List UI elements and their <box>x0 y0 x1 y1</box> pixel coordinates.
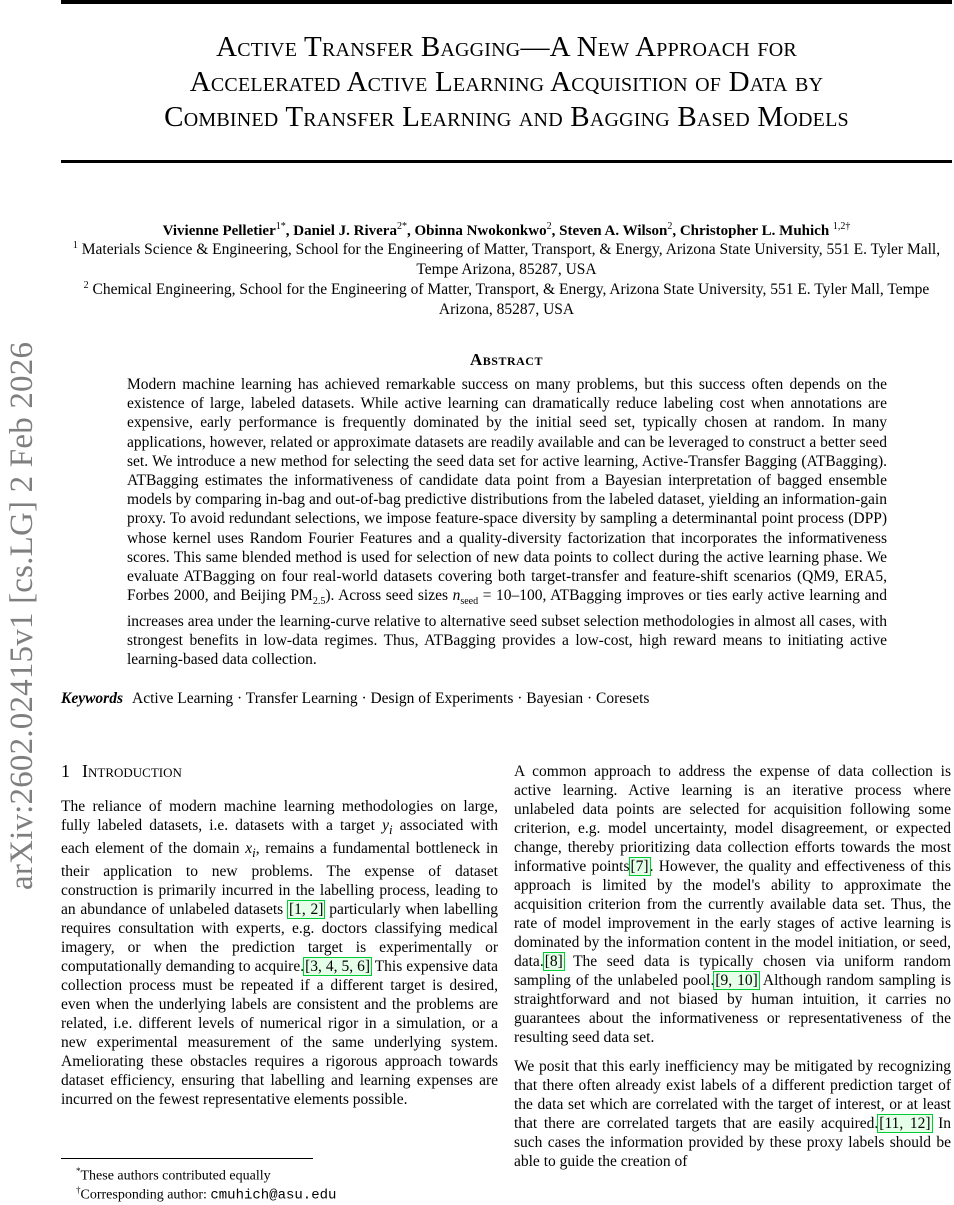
affiliation-1 <box>61 236 952 279</box>
left-column <box>61 797 498 1119</box>
footnote-mark: † <box>76 1185 81 1195</box>
paragraph-text: The seed data is typically chosen via uniform random sampling of the unlabeled pool. <box>514 953 951 989</box>
paragraph <box>514 1057 951 1171</box>
paragraph-text: This expensive data collection process must be repeated if a different target is desired, even when the underlying labels are consistent and the problems are related, i.e. different levels of numerical rigor in a simulation, or a new experimental measurement of the same underlying system. Ameliorating these obstacles requires a rigorous approach towards dataset efficiency, ensuring that labelling and learning expenses are incurred on the fewest representative elements possible. <box>61 958 499 1109</box>
author-list: Vivienne Pelletier$^{1*}$, Daniel J. Rivera$^{2*}$, Obinna Nwokonkwo$^2$, Steven A. Wilson$^2$, Christopher L. Muhich $^{1,2\dagger}$ <box>162 221 851 239</box>
affiliation-number: 2 <box>83 280 89 291</box>
citation-link[interactable]: [7] <box>630 858 649 875</box>
keywords-label: Keywords <box>61 690 123 707</box>
paragraph-text: particularly when labelling requires consultation with experts, e.g. doctors classifying medical imagery, or when the prediction target is experimentally or computationally demanding to acquire. <box>61 901 498 976</box>
paragraph-text: , remains a fundamental bottleneck in their application to new problems. The expense of dataset construction is primarily incurred in the labelling process, leading to an abundance of unlabeled datasets <box>61 840 498 919</box>
author-mark: 2* <box>396 221 407 232</box>
section-number: 1 <box>61 761 70 781</box>
affiliation-text: Chemical Engineering, School for the Engineering of Matter, Transport, & Energy, Arizona State University, 551 E. Tyler Mall, Tempe Arizona, 85287, USA <box>92 281 930 318</box>
keywords-list: Active Learning · Transfer Learning · Design of Experiments · Bayesian · Coresets <box>132 690 650 707</box>
title-line-1: Active Transfer Bagging—A New Approach for <box>216 31 797 63</box>
math-subscript: i <box>252 845 256 861</box>
citation-link[interactable]: [9, 10] <box>715 972 758 989</box>
author-email-link[interactable]: cmuhich@asu.edu <box>210 1187 337 1204</box>
affiliation-2 <box>61 276 952 319</box>
paragraph-text: associated with each element of the domain <box>61 817 498 858</box>
seed-subscript: seed <box>460 596 479 608</box>
title-line-3: Combined Transfer Learning and Bagging Based Models <box>164 101 849 133</box>
paragraph <box>514 762 951 1047</box>
right-column <box>514 762 951 1181</box>
paragraph-text: The reliance of modern machine learning methodologies on large, fully labeled datasets, i.e. datasets with a target <box>61 798 498 834</box>
math-y: y <box>382 817 389 834</box>
author-mark: 1* <box>275 221 286 232</box>
author-name: Daniel J. Rivera <box>293 223 397 239</box>
paragraph-text: In such cases the information provided by these proxy labels should be able to guide the creation of <box>514 1115 951 1170</box>
citation-link[interactable]: [8] <box>544 953 563 970</box>
paragraph-text: A common approach to address the expense of data collection is active learning. Active learning is an iterative process where unlabeled data points are selected for acquisition following some criterion, e.g. model uncertainty, model disagreement, or expected change, thereby prioritizing data collection efforts towards the most informative points <box>514 763 951 875</box>
paragraph-text: Although random sampling is straightforward and not biased by human intuition, it carries no guarantees about the informativeness or representativeness of the resulting seed data set. <box>514 972 951 1046</box>
math-x: x <box>245 840 253 858</box>
footnote-text: These authors contributed equally <box>80 1168 271 1184</box>
author-name: Christopher L. Muhich <box>679 223 830 239</box>
paragraph <box>61 797 498 1109</box>
abstract-text: Modern machine learning has achieved remarkable success on many problems, but this success often depends on the existence of large, labeled datasets. While active learning can dramatically reduce labeling cost when annotations are expensive, early performance is frequently dominated by the initial seed set, typically chosen at random. In many applications, however, related or approximate datasets are readily available and can be leveraged to construct a better seed set. We introduce a new method for selecting the seed data set for active learning, Active-Transfer Bagging (ATBagging). ATBagging estimates the informativeness of candidate data point from a Bayesian interpretation of bagged ensemble models by comparing in-bag and out-of-bag predictive distributions from the labeled dataset, yielding an information-gain proxy. To avoid redundant selections, we impose feature-space diversity by sampling a determinantal point process (DPP) whose kernel uses Random Fourier Features and a quality-diversity factorization that incorporates the informativeness scores. This same blended method is used for selection of new data points to collect during the active learning phase. We evaluate ATBagging on four real-world datasets covering both target-transfer and feature-shift scenarios (QM9, ERA5, Forbes 2000, and Beijing PM <box>127 376 887 605</box>
math-subscript: i <box>388 822 393 838</box>
affiliation-text: Materials Science & Engineering, School for the Engineering of Matter, Transport, & Energy, Arizona State University, 551 E. Tyler Mall, Tempe Arizona, 85287, USA <box>81 241 941 278</box>
affiliation-number: 1 <box>72 240 78 251</box>
section-title: Introduction <box>82 761 182 781</box>
title-line-2: Accelerated Active Learning Acquisition of Data by <box>189 66 824 98</box>
footnote-rule <box>61 1158 313 1159</box>
paragraph-text: We posit that this early inefficiency may be mitigated by recognizing that there often already exist labels of a different prediction target of the data set which are correlated with the target of interest, or at least that there are correlated targets that are easily acquired. <box>514 1058 951 1132</box>
section-heading <box>61 760 501 782</box>
citation-link[interactable]: [11, 12] <box>879 1115 931 1132</box>
abstract-body <box>127 375 887 669</box>
footnote-text: Corresponding author: <box>80 1187 211 1203</box>
author-mark: 2 <box>667 221 673 232</box>
paper-title <box>61 30 952 135</box>
paragraph-text: . However, the quality and effectiveness of this approach is limited by the model's ability to approximate the acquisition criterion from the currently available data set. Thus, the rate of model improvement in the early stages of active learning is dominated by the information content in the model initiation, or seed, data. <box>514 858 951 970</box>
pm-subscript: 2.5 <box>312 596 326 608</box>
citation-link[interactable]: [3, 4, 5, 6] <box>305 958 370 976</box>
seed-range: = 10–100 <box>478 587 543 605</box>
arxiv-identifier: arXiv:2602.02415v1 [cs.LG] 2 Feb 2026 <box>4 341 40 890</box>
author-name: Steven A. Wilson <box>559 223 668 239</box>
abstract-text: , ATBagging improves or ties early active learning and increases area under the learning-curve relative to alternative seed subset selection methodologies in almost all cases, with strongest benefits in low-data regimes. Thus, ATBagging provides a low-cost, high reward means to initiating active learning-based data collection. <box>127 587 887 668</box>
abstract-heading: Abstract <box>470 350 543 369</box>
math-n: n <box>452 587 461 605</box>
author-name: Vivienne Pelletier <box>162 223 276 239</box>
author-name: Obinna Nwokonkwo <box>414 223 547 239</box>
citation-link[interactable]: [1, 2] <box>288 901 324 919</box>
footnote-corresponding-author <box>76 1181 336 1205</box>
title-top-rule <box>61 0 952 4</box>
abstract-text: ). Across seed sizes <box>325 587 453 605</box>
author-mark: 1,2† <box>832 221 851 232</box>
title-bottom-rule <box>61 160 952 163</box>
keywords <box>61 689 952 709</box>
footnote-mark: * <box>76 1166 81 1176</box>
author-mark: 2 <box>546 221 552 232</box>
